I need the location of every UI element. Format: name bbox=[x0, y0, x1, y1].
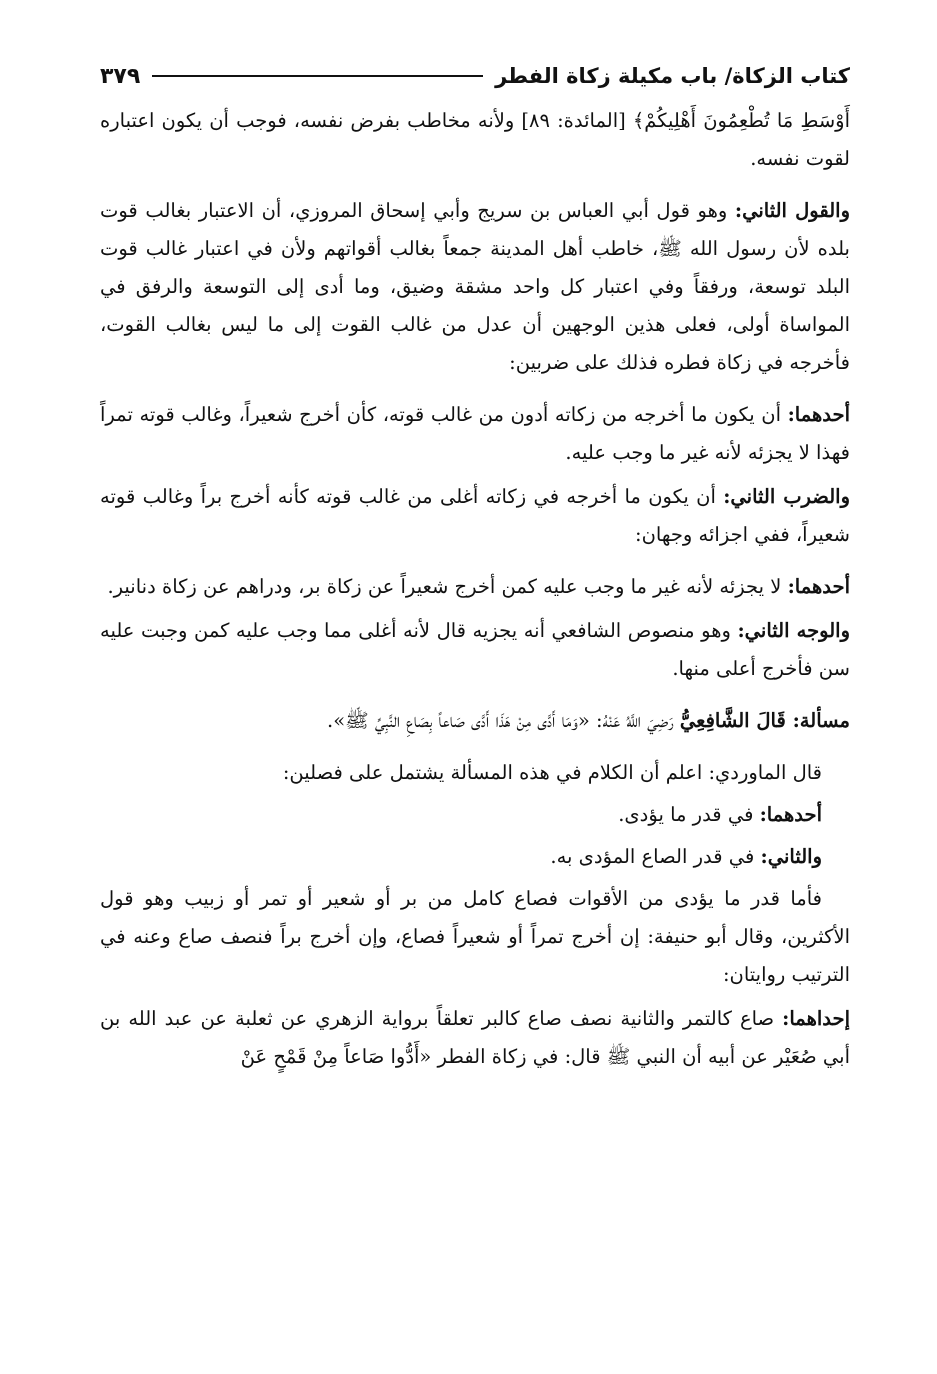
paragraph: أَوْسَطِ مَا تُطْعِمُونَ أَهْلِيكُمْ﴾ [المائدة: ٨٩] ولأنه مخاطب بفرض نفسه، فوجب أن يكون اعتباره لقوت نفسه. bbox=[100, 109, 851, 170]
paragraph: والوجه الثاني: وهو منصوص الشافعي أنه يجزيه قال لأنه أغلى مما وجب عليه كمن وجبت عليه سن فأخرج أعلى منها. bbox=[100, 619, 851, 680]
paragraph: قال الماوردي: اعلم أن الكلام في هذه المسألة يشتمل على فصلين: bbox=[282, 761, 822, 784]
paragraph: فأما قدر ما يؤدى من الأقوات فصاع كامل من بر أو شعير أو تمر أو زبيب وهو قول الأكثرين، وقال أبو حنيفة: إن أخرج تمراً أو شعيراً فصاع، وإن أخرج براً فنصف صاع وعنه في الترتيب روايتان: bbox=[100, 887, 850, 986]
paragraph: والقول الثاني: وهو قول أبي العباس بن سريج وأبي إسحاق المروزي، أن الاعتبار بغالب قوت بلده لأن رسول الله ﷺ، خاطب أهل المدينة جمعاً بغالب أقواتهم ولأن في اعتبار غالب قوت البلد توسعة، ورفقاً وفي اعتبار كل واحد مشقة وضيق، وما أدى إلى التوسعة والرفق في المواساة أولى، فعلى هذين الوجهين أن عدل من غالب القوت إلى ما ليس بغالب القوت، فأخرجه في زكاة فطره فذلك على ضربين: bbox=[100, 199, 851, 374]
header-rule bbox=[152, 75, 483, 77]
paragraph: والضرب الثاني: أن يكون ما أخرجه في زكاته أغلى من غالب قوته كأنه أخرج براً وغالب قوته شعيراً، ففي اجزائه وجهان: bbox=[100, 485, 850, 546]
page-number: ٣٧٩ bbox=[100, 63, 141, 89]
running-header bbox=[100, 58, 850, 94]
paragraph: أحدهما: في قدر ما يؤدى. bbox=[618, 803, 822, 826]
chapter-title: كتاب الزكاة/ باب مكيلة زكاة الفطر bbox=[495, 64, 850, 88]
paragraph: والثاني: في قدر الصاع المؤدى به. bbox=[550, 845, 822, 868]
body-text bbox=[100, 102, 850, 1076]
masala-paragraph: مسألة: قَالَ الشَّافِعِيُّ رَضِيَ اللَّهُ عَنْهُ: «وَمَا أَدَّى مِنْ هَذَا أَدَّى صَاعاً بِصَاعِ النَّبِيِّ ﷺ». bbox=[327, 709, 850, 732]
document-page bbox=[100, 58, 850, 1076]
paragraph: إحداهما: صاع كالتمر والثانية نصف صاع كالبر تعلقاً برواية الزهري عن ثعلبة عن عبد الله بن أبي صُعَيْر عن أبيه أن النبي ﷺ قال: في زكاة الفطر «أَدُّوا صَاعاً مِنْ قَمْحٍ عَنْ bbox=[100, 1007, 850, 1068]
paragraph: أحدهما: أن يكون ما أخرجه من زكاته أدون من غالب قوته، كأن أخرج شعيراً، وغالب قوته تمراً فهذا لا يجزئه لأنه غير ما وجب عليه. bbox=[100, 403, 850, 464]
paragraph: أحدهما: لا يجزئه لأنه غير ما وجب عليه كمن أخرج شعيراً عن زكاة بر، ودراهم عن زكاة دنانير. bbox=[107, 575, 850, 598]
